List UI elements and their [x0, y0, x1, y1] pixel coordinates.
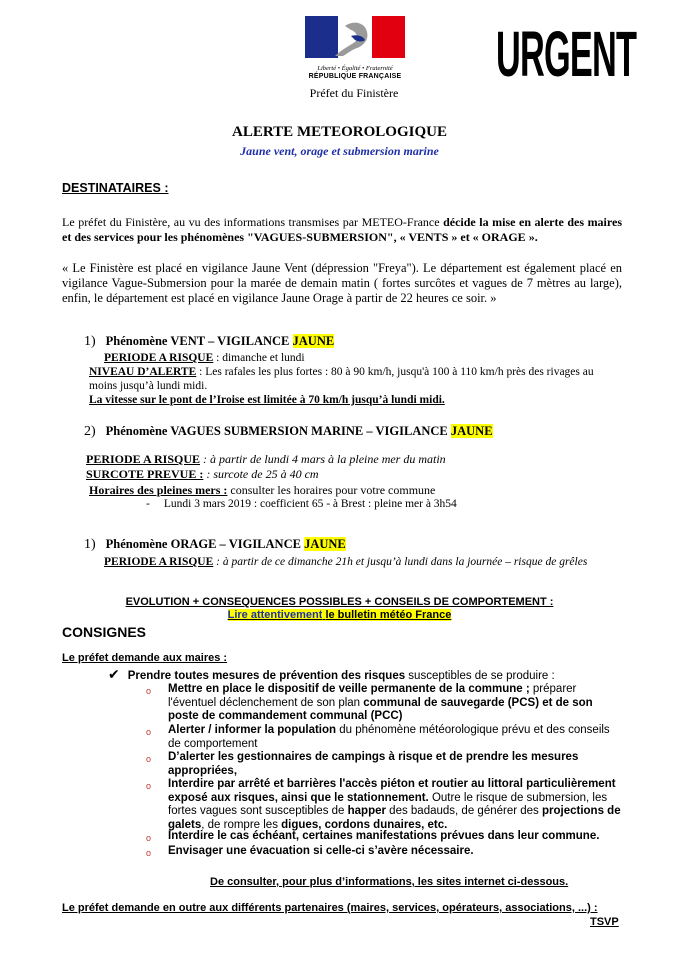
phenomenon-number: 2) [84, 424, 96, 439]
phenomenon-number: 1) [84, 537, 96, 552]
wind-alert-level: NIVEAU D’ALERTE : Les rafales les plus fortes : 80 à 90 km/h, jusqu'à 100 à 110 km/h près des rivages au moins jusqu’à lundi midi. [89, 366, 594, 392]
list-item: Mettre en place le dispositif de veille permanente de la commune ; préparer l'éventuel déclenchement de son plan communal de sauvegarde (PCS) et de son poste de commandement communal (PCC) [168, 683, 593, 722]
intro-text: Le préfet du Finistère, au vu des informations transmises par METEO-France [62, 215, 444, 229]
marianne-logo [305, 16, 405, 80]
vigilance-level: JAUNE [292, 334, 335, 348]
page-subtitle: Jaune vent, orage et submersion marine [240, 144, 439, 158]
wind-period: PERIODE A RISQUE : dimanche et lundi [104, 352, 305, 364]
prevention-instruction: ✔ Prendre toutes mesures de prévention des risques susceptibles de se produire : [108, 666, 555, 682]
tide-item: - Lundi 3 mars 2019 : coefficient 65 - à Brest : pleine mer à 3h54 [146, 498, 457, 510]
phenomenon-number: 1) [84, 334, 96, 349]
bullet-icon: o [146, 848, 152, 858]
checkmark-icon: ✔ [108, 666, 120, 682]
bulletin-link[interactable]: Lire attentivement le bulletin météo France [227, 609, 452, 621]
bullet-icon: o [146, 833, 152, 843]
waves-surge: SURCOTE PREVUE : : surcote de 25 à 40 cm [86, 467, 319, 481]
phenomenon-waves [84, 424, 493, 440]
page-title: ALERTE METEOROLOGIQUE [232, 124, 447, 140]
vigilance-level: JAUNE [304, 537, 346, 551]
waves-tides: Horaires des pleines mers : consulter les horaires pour votre commune [89, 483, 436, 497]
urgent-stamp: URGENT [496, 19, 637, 91]
bullet-icon: o [146, 781, 152, 791]
websites-note: De consulter, pour plus d’informations, les sites internet ci-dessous. [210, 876, 569, 888]
wind-bridge-note: La vitesse sur le pont de l’Iroise est limitée à 70 km/h jusqu’à lundi midi. [89, 394, 445, 406]
storm-period: PERIODE A RISQUE : à partir de ce dimanche 21h et jusqu’à lundi dans la journée – risque de grêles [104, 556, 588, 568]
waves-period: PERIODE A RISQUE : à partir de lundi 4 mars à la pleine mer du matin [86, 452, 446, 466]
republic-label: RÉPUBLIQUE FRANÇAISE [308, 73, 402, 80]
phenomenon-wind [84, 334, 334, 350]
tsvp-label: TSVP [590, 916, 619, 928]
mayors-label: Le préfet demande aux maires : [62, 652, 228, 664]
list-item: D’alerter les gestionnaires de campings à risque et de prendre les mesures appropriées, [168, 751, 579, 777]
motto: Liberté • Égalité • Fraternité [317, 65, 393, 72]
list-item: Interdire le cas échéant, certaines manifestations prévues dans leur commune. [168, 830, 600, 842]
prefect-label: Préfet du Finistère [309, 86, 399, 100]
list-item: Interdire par arrêté et barrières l'accès piéton et routier au littoral particulièrement exposé aux risques, ainsi que le stationnement. Outre le risque de submersion, les fortes vagues sont susceptibles de happer des badauds, de générer des projections de galets, de rompre les digues, cordons dunaires, etc. [168, 778, 621, 831]
consignes-heading: CONSIGNES [62, 624, 147, 640]
phenomenon-title: Phénomène VENT – VIGILANCE [105, 334, 293, 348]
partners-note: Le préfet demande en outre aux différents partenaires (maires, services, opérateurs, associations, ...) : [62, 902, 598, 914]
vigilance-level: JAUNE [450, 424, 493, 438]
bullet-icon: o [146, 754, 152, 764]
intro-paragraph [62, 215, 622, 244]
vigilance-quote: « Le Finistère est placé en vigilance Jaune Vent (dépression "Freya"). Le département est également placé en vigilance Vague-Submersion pour la marée de demain matin ( fortes surcôtes et vagues de 7 mètres au large), enfin, le département est placé en vigilance Jaune Orage à partir de 22 heures ce soir. » [62, 261, 622, 305]
intro-emphasis: décide la mise en alerte des maires et des services pour les phénomènes "VAGUES-SUBMERSION", « VENTS » et « ORAGE ». [62, 215, 622, 244]
list-item: Envisager une évacuation si celle-ci s’avère nécessaire. [168, 845, 474, 857]
bullet-icon: o [146, 686, 152, 696]
evolution-heading: EVOLUTION + CONSEQUENCES POSSIBLES + CONSEILS DE COMPORTEMENT : [125, 596, 554, 608]
recipients-label: DESTINATAIRES : [62, 181, 169, 195]
phenomenon-storm [84, 537, 346, 553]
phenomenon-title: Phénomène ORAGE – VIGILANCE [105, 537, 305, 551]
list-item: Alerter / informer la population du phénomène météorologique prévu et des conseils de comportement [168, 724, 610, 750]
bullet-icon: o [146, 727, 152, 737]
marianne-flag-icon [305, 16, 405, 58]
phenomenon-title: Phénomène VAGUES SUBMERSION MARINE – VIGILANCE [105, 424, 451, 438]
